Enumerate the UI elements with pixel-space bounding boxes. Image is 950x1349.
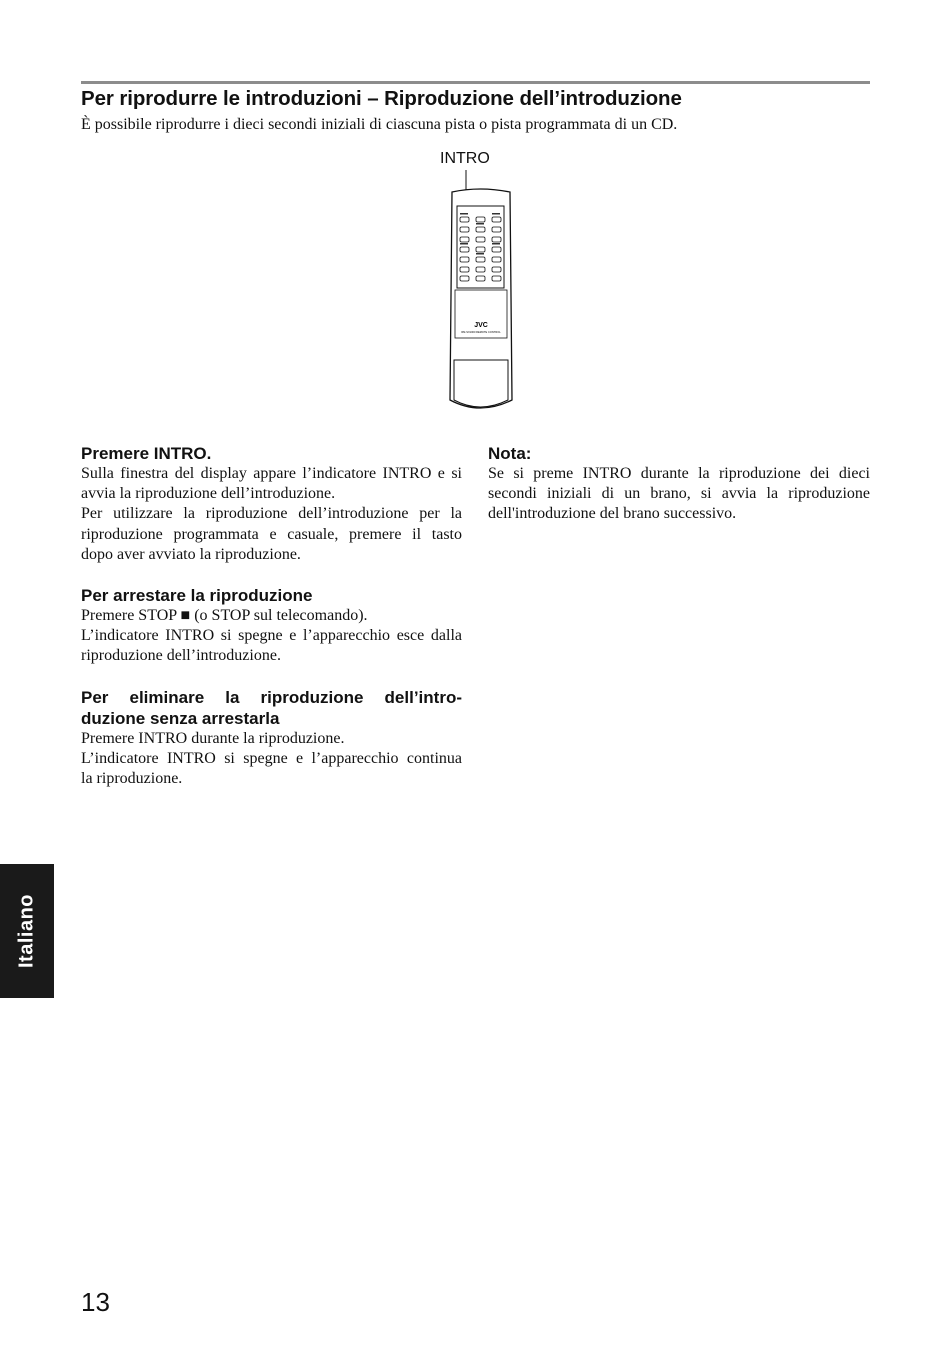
section-cancel-line: Premere INTRO durante la riproduzione.: [81, 730, 345, 747]
section-stop-heading: Per arrestare la riproduzione: [81, 586, 313, 605]
note-line: dell'introduzione del brano successivo.: [488, 505, 737, 523]
remote-control-illustration: [440, 170, 520, 415]
section-intro-line: avvia la riproduzione dell’introduzione.: [81, 485, 336, 503]
section-intro-line: dopo aver avviato la riproduzione.: [81, 545, 301, 563]
section-intro-line: Per utilizzare la riproduzione dell’introduzione per la: [81, 505, 462, 523]
section-stop: [81, 585, 462, 667]
section-stop-line: L’indicatore INTRO si spegne e l’apparecchio esce dalla: [81, 627, 462, 645]
section-intro-heading: Premere INTRO.: [81, 444, 212, 463]
language-tab-label: Italiano: [15, 893, 38, 969]
brand-logo: JVC: [474, 322, 488, 329]
intro-callout-label: INTRO: [440, 150, 490, 167]
section-cancel-heading: Per eliminare la riproduzione dell’intro-: [81, 688, 462, 707]
section-stop-line: Premere STOP ■ (o STOP sul telecomando).: [81, 607, 368, 624]
section-stop-line: riproduzione dell’introduzione.: [81, 647, 281, 665]
section-cancel-line: L’indicatore INTRO si spegne e l’apparecchio continua: [81, 750, 462, 768]
section-cancel: [81, 687, 462, 790]
intro-paragraph: È possibile riprodurre i dieci secondi iniziali di ciascuna pista o pista programmata di un CD.: [81, 116, 678, 133]
page-title: Per riprodurre le introduzioni – Riproduzione dell’introduzione: [81, 87, 682, 110]
note-section: [488, 443, 870, 525]
remote-buttons: [460, 217, 501, 281]
header-rule: [81, 81, 870, 84]
language-tab: [0, 864, 54, 998]
note-heading: Nota:: [488, 444, 532, 463]
section-cancel-heading-cont: duzione senza arrestarla: [81, 709, 280, 728]
section-intro-line: Sulla finestra del display appare l’indicatore INTRO e si: [81, 465, 462, 482]
section-cancel-line: la riproduzione.: [81, 770, 183, 788]
page-number: 13: [81, 1287, 110, 1317]
note-line: Se si preme INTRO durante la riproduzione dei dieci: [488, 465, 870, 482]
remote-caption: RM-SX1000 REMOTE CONTROL: [461, 331, 501, 334]
section-intro: [81, 443, 462, 565]
note-line: secondi iniziali di un brano, si avvia la riproduzione: [488, 485, 870, 503]
section-intro-line: riproduzione programmata e casuale, premere il tasto: [81, 525, 462, 543]
